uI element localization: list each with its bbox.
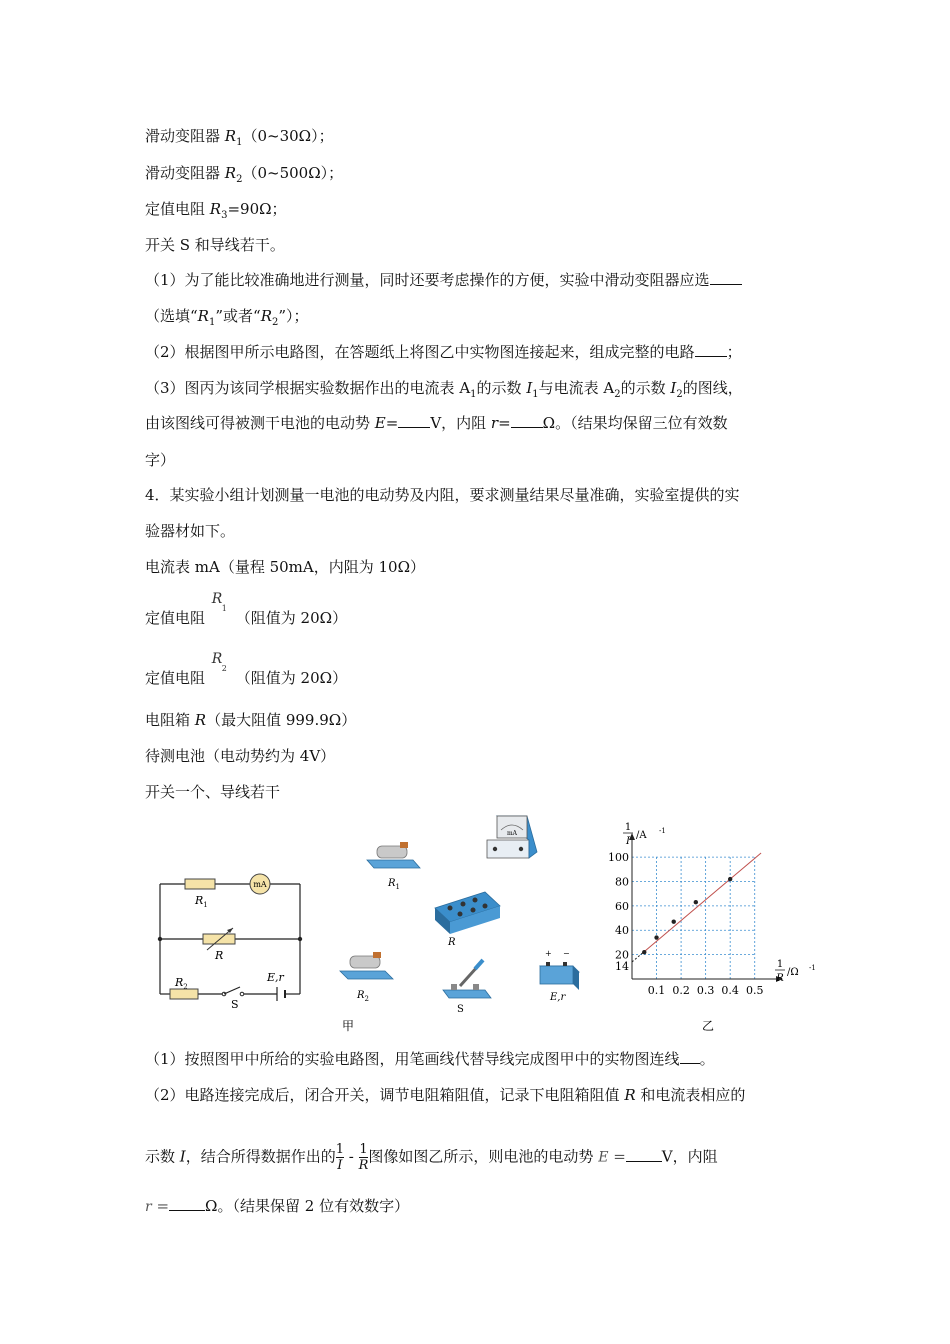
label-r: R <box>215 949 224 962</box>
svg-text:E,r: E,r <box>550 992 566 1003</box>
svg-text:R: R <box>448 937 456 948</box>
device-resistor-r2 <box>340 952 393 1003</box>
data-point <box>728 877 732 881</box>
material-switch: 开关一个、导线若干 <box>145 783 281 801</box>
chart <box>608 822 816 997</box>
svg-text:R1: $R_1$ <box>388 878 400 891</box>
caption-yi: 乙 <box>702 1019 715 1033</box>
answer-1: （1）按照图甲中所给的实验电路图，用笔画线代替导线完成图甲中的实物图连线 。 <box>145 1050 715 1068</box>
material-resistance-box: 电阻箱 R（最大阻值 999.9Ω） <box>145 711 357 729</box>
answer-3: r = Ω。（结果保留 2 位有效数字） <box>145 1197 410 1215</box>
x-tick-label: 0.2 <box>672 984 690 997</box>
y-tick-label: 100 <box>608 851 629 865</box>
label-r1: $R_1$ <box>195 894 208 909</box>
problem-4b: 验器材如下。 <box>145 522 236 540</box>
material-r1: 定值电阻 R 1 （阻值为 20Ω） <box>145 591 348 627</box>
x-tick-label: 0.3 <box>696 984 715 997</box>
x-label-exp: -1 <box>809 964 816 972</box>
material-ammeter: 电流表 mA（量程 50mA，内阻为 10Ω） <box>145 558 426 576</box>
x-label-numerator: 1 <box>776 959 784 970</box>
answer-2b: 示数 I，结合所得数据作出的 $\frac{1}{I}$ - $\frac{1}{R}$ 图像如图乙所示，则电池的电动势 E = V，内阻 <box>145 1142 718 1173</box>
svg-text:S: S <box>457 1004 464 1015</box>
resistor-r1-symbol <box>185 879 215 889</box>
switch-symbol <box>224 987 240 994</box>
fit-line <box>644 853 761 952</box>
device-resistance-box <box>435 892 500 948</box>
y-intercept-label: 14 <box>615 959 629 973</box>
figure <box>145 808 835 1038</box>
y-tick-label: 60 <box>615 899 629 913</box>
data-point <box>694 900 698 904</box>
question-3b: 由该图线可得被测干电池的电动势 E= V，内阻 r= Ω。（结果均保留三位有效数 <box>145 414 728 432</box>
svg-text:+: + <box>545 949 552 958</box>
data-point <box>642 950 646 954</box>
question-3a: （3）图丙为该同学根据实验数据作出的电流表 $A_1$的示数 $I_1$与电流表 $A_2$的示数 $I_2$的图线， <box>145 379 743 400</box>
device-switch <box>443 960 491 1015</box>
y-tick-label: 80 <box>615 875 629 889</box>
item-r1: 滑动变阻器 $R_1(0\sim 30\Omega)$； <box>145 127 334 148</box>
question-1b: （选填“$R_1$”或者“$R_2$”）； <box>145 307 309 328</box>
x-label-denominator: R <box>776 973 784 984</box>
svg-text:−: − <box>563 949 570 958</box>
y-tick-label: 40 <box>615 924 629 938</box>
label-r2: $R_2$ <box>175 976 188 991</box>
x-tick-label: 0.5 <box>745 984 764 997</box>
material-battery: 待测电池（电动势约为 4V） <box>145 747 336 765</box>
material-r2: 定值电阻 R 2 （阻值为 20Ω） <box>145 651 348 687</box>
y-label-unit: /A <box>636 830 647 841</box>
device-battery <box>540 949 579 1003</box>
device-rheostat-r1 <box>367 842 420 891</box>
svg-text:mA: mA <box>506 830 518 837</box>
device-milliammeter <box>487 816 537 858</box>
answer-2a: （2）电路连接完成后，闭合开关，调节电阻箱阻值，记录下电阻箱阻值 R 和电流表相应的 <box>145 1086 746 1104</box>
item-r3: 定值电阻 $R_3=90\Omega$； <box>145 200 287 221</box>
ammeter-label: mA <box>253 880 267 889</box>
x-tick-label: 0.4 <box>721 984 739 997</box>
y-label-exp: -1 <box>659 827 666 835</box>
resistance-box-symbol <box>203 934 235 944</box>
question-1a: （1）为了能比较准确地进行测量，同时还要考虑操作的方便，实验中滑动变阻器应选 <box>145 270 742 290</box>
question-3c: 字） <box>145 451 176 469</box>
y-label-numerator: 1 <box>624 822 632 833</box>
label-s: S <box>231 998 239 1011</box>
caption-jia: 甲 <box>342 1019 355 1033</box>
data-point <box>672 920 676 924</box>
y-label-denominator: I <box>626 836 630 847</box>
x-tick-label: 0.1 <box>647 984 666 997</box>
question-2: （2）根据图甲所示电路图，在答题纸上将图乙中实物图连接起来，组成完整的电路 ； <box>145 343 742 361</box>
fraction-1-over-r: $\frac{1}{R}$ <box>358 1142 369 1173</box>
label-er: E,r <box>267 971 284 984</box>
data-point <box>654 935 658 939</box>
x-label-unit: /Ω <box>787 967 799 978</box>
y-tick-label: 20 <box>615 948 629 962</box>
problem-4a: 4．某实验小组计划测量一电池的电动势及内阻，要求测量结果尽量准确，实验室提供的实 <box>145 486 740 504</box>
svg-text:R2: $R_2$ <box>357 990 369 1003</box>
item-switch: 开关 S 和导线若干。 <box>145 236 285 254</box>
fraction-1-over-i: $\frac{1}{I}$ <box>335 1142 345 1173</box>
item-r2: 滑动变阻器 $R_2(0\sim 500\Omega)$； <box>145 164 344 185</box>
